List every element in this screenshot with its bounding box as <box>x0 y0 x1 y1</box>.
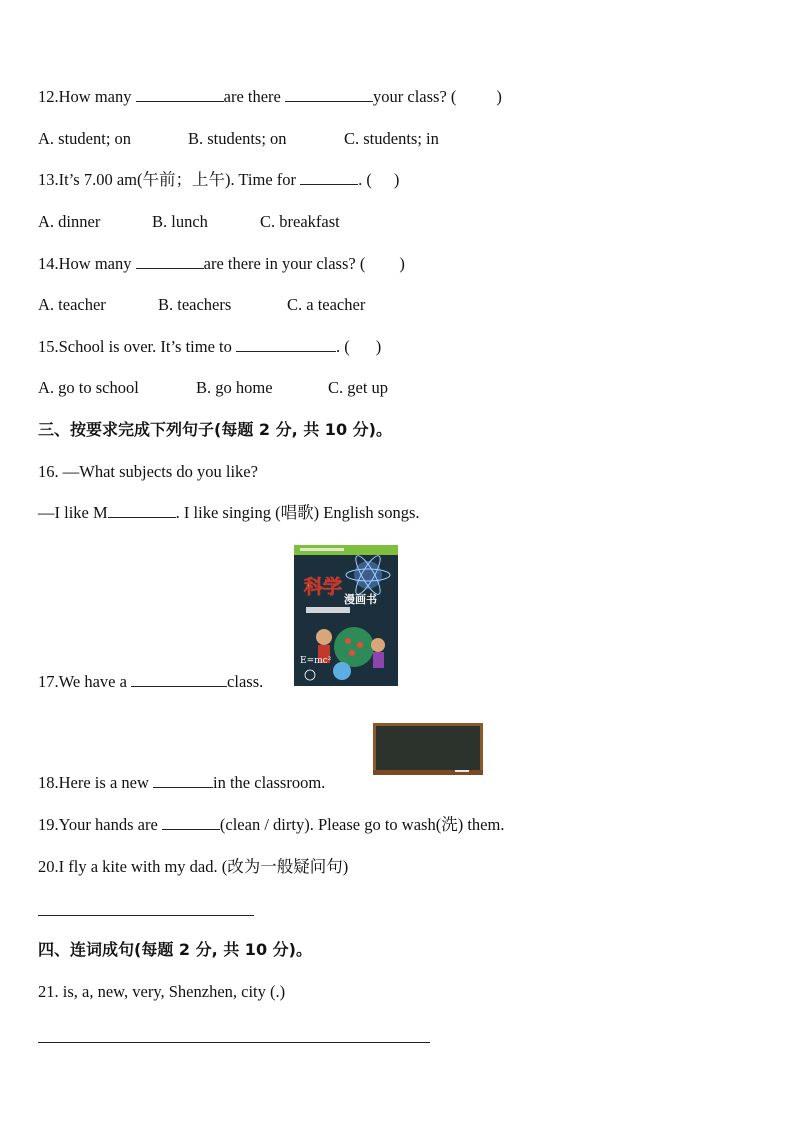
option-b[interactable]: B. lunch <box>152 212 208 231</box>
question-13-options <box>38 211 340 233</box>
book-formula: E=mc² <box>300 656 332 666</box>
option-c[interactable]: C. a teacher <box>287 295 366 314</box>
question-17: 17.We have a class. <box>38 672 264 691</box>
answer-blank[interactable] <box>285 86 373 102</box>
option-a[interactable]: A. student; on <box>38 129 132 148</box>
question-21: 21. is, a, new, very, Shenzhen, city (.) <box>38 982 286 1001</box>
question-19: 19.Your hands are (clean / dirty). Please go to wash(洗) them. <box>38 815 505 834</box>
option-c[interactable]: C. get up <box>328 378 389 397</box>
science-comic-book-image <box>294 545 398 686</box>
answer-line-20[interactable] <box>38 915 254 916</box>
option-a[interactable]: A. teacher <box>38 295 106 314</box>
option-c[interactable]: C. breakfast <box>260 212 340 231</box>
option-b[interactable]: B. teachers <box>158 295 232 314</box>
section-4-heading: 四、连词成句(每题 2 分, 共 10 分)。 <box>38 940 312 959</box>
question-13: 13.It’s 7.00 am(午前；上午). Time for . ( ) <box>38 170 400 189</box>
option-b[interactable]: B. go home <box>196 378 273 397</box>
question-16-answer: —I like M . I like singing (唱歌) English songs. <box>38 503 420 522</box>
question-12-options <box>38 128 439 150</box>
blackboard-image <box>373 723 483 775</box>
answer-blank[interactable] <box>136 86 224 102</box>
option-a[interactable]: A. go to school <box>38 378 139 397</box>
answer-blank[interactable] <box>136 253 204 269</box>
option-c[interactable]: C. students; in <box>344 129 439 148</box>
question-16-prompt: 16. —What subjects do you like? <box>38 462 258 481</box>
answer-blank[interactable] <box>131 671 227 687</box>
answer-blank[interactable] <box>108 502 176 518</box>
answer-blank[interactable] <box>153 772 213 788</box>
question-18: 18.Here is a new in the classroom. <box>38 773 326 792</box>
answer-blank[interactable] <box>236 336 336 352</box>
question-15-options <box>38 377 388 399</box>
option-b[interactable]: B. students; on <box>188 129 287 148</box>
question-20: 20.I fly a kite with my dad. (改为一般疑问句) <box>38 857 349 876</box>
book-subtitle: 漫画书 <box>344 593 377 606</box>
answer-blank[interactable] <box>300 169 358 185</box>
book-title: 科学 <box>304 576 343 598</box>
answer-line-21[interactable] <box>38 1042 430 1043</box>
question-14: 14.How many are there in your class? ( ) <box>38 254 405 273</box>
option-a[interactable]: A. dinner <box>38 212 101 231</box>
question-14-options <box>38 294 365 316</box>
question-15: 15.School is over. It’s time to . ( ) <box>38 337 382 356</box>
question-12: 12.How many are there your class? ( ) <box>38 87 502 106</box>
answer-blank[interactable] <box>162 814 220 830</box>
section-3-heading: 三、按要求完成下列句子(每题 2 分, 共 10 分)。 <box>38 420 392 439</box>
